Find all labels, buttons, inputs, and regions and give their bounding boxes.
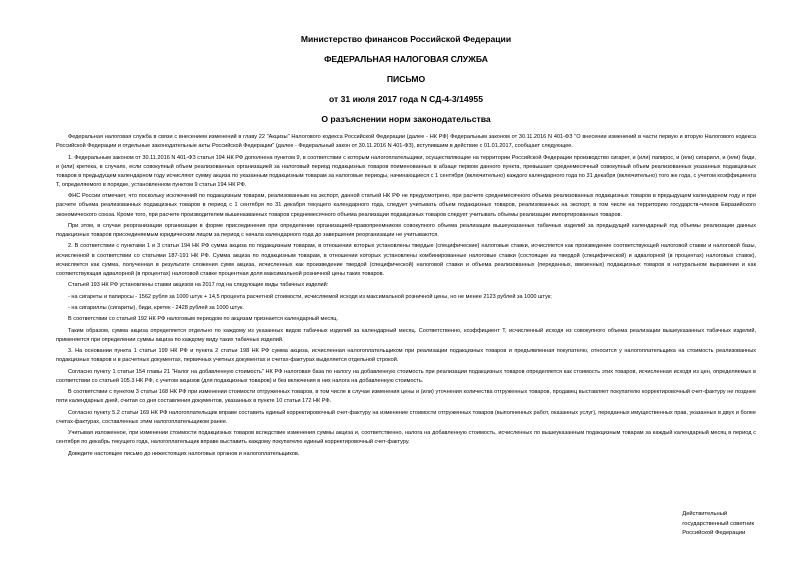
signature-line-3: Российской Федерации [682, 530, 746, 537]
paragraph-5: Статьей 193 НК РФ установлены ставки акцизов на 2017 год на следующие виды табачных изделий: [68, 282, 329, 289]
paragraph-13: Согласно пункту 5.2 статьи 169 НК РФ налогоплательщик вправе составить единый корректировочный счет-фактуру на изменение стоимости отгруженных товаров (выполненных работ, оказанных услуг), переданных имущественных прав, указанных в двух и более счетах-фактурах, составленных этим налогоплательщиком ранее. [56, 409, 756, 425]
paragraph-intro: Федеральная налоговая служба в связи с внесением изменений в главу 22 "Акцизы" Налогового кодекса Российской Федерации (далее - НК РФ) Федеральным законом от 30.11.2016 N 401-ФЗ "О внесении изменений в части первую и вторую Налогового кодекса Российской Федерации и отдельные законодательные акты Российской Федерации" (далее - Федеральный закон от 30.11.2016 N 401-ФЗ), вступившим в действие с 01.01.2017, сообщает следующее. [56, 134, 756, 150]
signature-line-1: Действительный [682, 511, 728, 517]
paragraph-2: ФНС России отмечает, что поскольку исключений по подакцизным товарам, реализованным на экспорт, данной статьей НК РФ не предусмотрено, при расчете среднемесячного объема реализованных подакцизных товаров в предыдущем календарном году и при расчете объема реализованных подакцизных товаров в период с 1 сентября по 31 декабря текущего календарного года, следует учитывать объем подакцизных товаров, реализованных на экспорт, в том числе на территорию государств-членов Евразийского экономического союза. Кроме того, при расчете производителем вышеназванных товаров среднемесячного объема реализации подакцизных товаров следует учитывать объемы реализации импортированных товаров. [56, 193, 756, 218]
paragraph-9: Таким образом, сумма акциза определяется отдельно по каждому из указанных видов табачных изделий за календарный месяц. Соответственно, коэффициент Т, исчисленный исходя из совокупного объема реализации вышеуказанных табачных изделий, применяется при определении суммы акциза по каждому виду таких табачных изделий. [56, 327, 756, 343]
paragraph-1: 1. Федеральным законом от 30.11.2016 N 401-ФЗ статья 194 НК РФ дополнена пунктом 9, в соответствии с которым налогоплательщики, осуществляющие на территории Российской Федерации производство сигарет, и (или) папирос, и (или) сигарилл, и (или) биди, и (или) кретека, в случаях, если совокупный объем реализованных организацией за налоговый период подакцизных товаров поименованных в абзаце первом данного пункта, превышает среднемесячный совокупный объем реализованных указанных подакцизных товаров в предыдущем календарном году исчисляют сумму акциза по указанным подакцизным товарам за налоговые периоды, начинающиеся с 1 сентября (включительно) каждого календарного года по 31 декабря (включительно) того же года, с учетом коэффициента Т, определяемого в порядке, установленном пунктом 9 статьи 194 НК РФ. [56, 154, 756, 188]
subject-heading: О разъяснении норм законодательства [321, 114, 491, 124]
signature-block [682, 510, 754, 539]
paragraph-4: 2. В соответствии с пунктами 1 и 3 статьи 194 НК РФ сумма акциза по подакцизным товарам, в отношении которых установлены твердые (специфические) налоговые ставки, исчисляется как произведение соответствующей налоговой ставки и налоговой базы, исчисленной в соответствии со статьями 187-191 НК РФ. Сумма акциза по подакцизным товарам, в отношении которых установлены комбинированные налоговые ставки (состоящие из твердой (специфической) и адвалорной (в процентах) налоговых ставок), исчисляется как сумма, полученная в результате сложения сумм акциза, исчисленных как произведение твердой (специфической) налоговой ставки и объема реализованных (переданных, ввезенных) подакцизных товаров в натуральном выражении и как соответствующая адвалорной (в процентах) налоговой ставке процентная доля максимальной розничной цены таких товаров. [56, 243, 756, 277]
letter-body [56, 133, 756, 459]
paragraph-12: В соответствии с пунктом 3 статьи 168 НК РФ при изменении стоимости отгруженных товаров, в том числе в случае изменения цены и (или) уточнения количества отгруженных товаров, продавец выставляет покупателю корректировочный счет-фактуру не позднее пяти календарных дней, считая со дня составления документов, указанных в пункте 10 статьи 172 НК РФ. [56, 389, 756, 405]
paragraph-15: Доведите настоящее письмо до нижестоящих налоговых органов и налогоплательщиков. [68, 450, 300, 457]
paragraph-10: 3. На основании пункта 1 статьи 199 НК РФ и пункта 2 статьи 198 НК РФ сумма акциза, исчисленная налогоплательщиком при реализации подакцизных товаров и предъявленная покупателю, относится у налогоплательщика на стоимость реализованных подакцизных товаров и в расчетных документах, первичных учетных документах и счетах-фактурах выделяется отдельной строкой. [56, 348, 756, 364]
paragraph-14: Учитывая изложенное, при изменении стоимости подакцизных товаров вследствие изменения суммы акциза и, соответственно, налога на добавленную стоимость, исчисленных по вышеуказанным подакцизным товарам за каждый календарный месяц в период с сентября по декабрь текущего года, налогоплательщик вправе выставить каждому покупателю единый корректировочный счет-фактуру. [56, 430, 756, 446]
doc-type-heading: ПИСЬМО [386, 74, 426, 84]
paragraph-7: - на сигариллы (сигариты), биди, кретек - 2428 рублей за 1000 штук. [68, 304, 244, 311]
paragraph-11: Согласно пункту 1 статьи 154 главы 21 "Налог на добавленную стоимость" НК РФ налоговая база по налогу на добавленную стоимость при реализации подакцизных товаров определяется как стоимость этих товаров, исчисленная исходя из цен, определяемых в соответствии со статьей 105.3 НК РФ, с учетом акцизов (для подакцизных товаров) и без включения в них налога на добавленную стоимость. [56, 368, 756, 384]
paragraph-3: При этом, в случае реорганизации организации в форме присоединения при определении организацией-правопреемником совокупного объема реализации вышеуказанных табачных изделий за предыдущий календарный год объемы реализации данных подакцизных товаров присоединяемым юридическим лицом за период с начала календарного года до завершения реорганизации не учитываются. [56, 222, 756, 239]
paragraph-8: В соответствии со статьей 192 НК РФ налоговым периодом по акцизам признается календарный месяц. [68, 316, 338, 323]
paragraph-6: - на сигареты и папиросы - 1562 рубля за 1000 штук + 14,5 процента расчетной стоимости, исчисляемой исходя из максимальной розничной цены, но не менее 2123 рублей за 1000 штук; [68, 293, 552, 300]
letter-page [56, 34, 756, 461]
date-number-heading: от 31 июля 2017 года N СД-4-3/14955 [329, 94, 483, 104]
signature-line-2: государственный советник [682, 520, 754, 527]
service-heading: ФЕДЕРАЛЬНАЯ НАЛОГОВАЯ СЛУЖБА [324, 54, 488, 64]
ministry-heading: Министерство финансов Российской Федерации [300, 34, 512, 44]
